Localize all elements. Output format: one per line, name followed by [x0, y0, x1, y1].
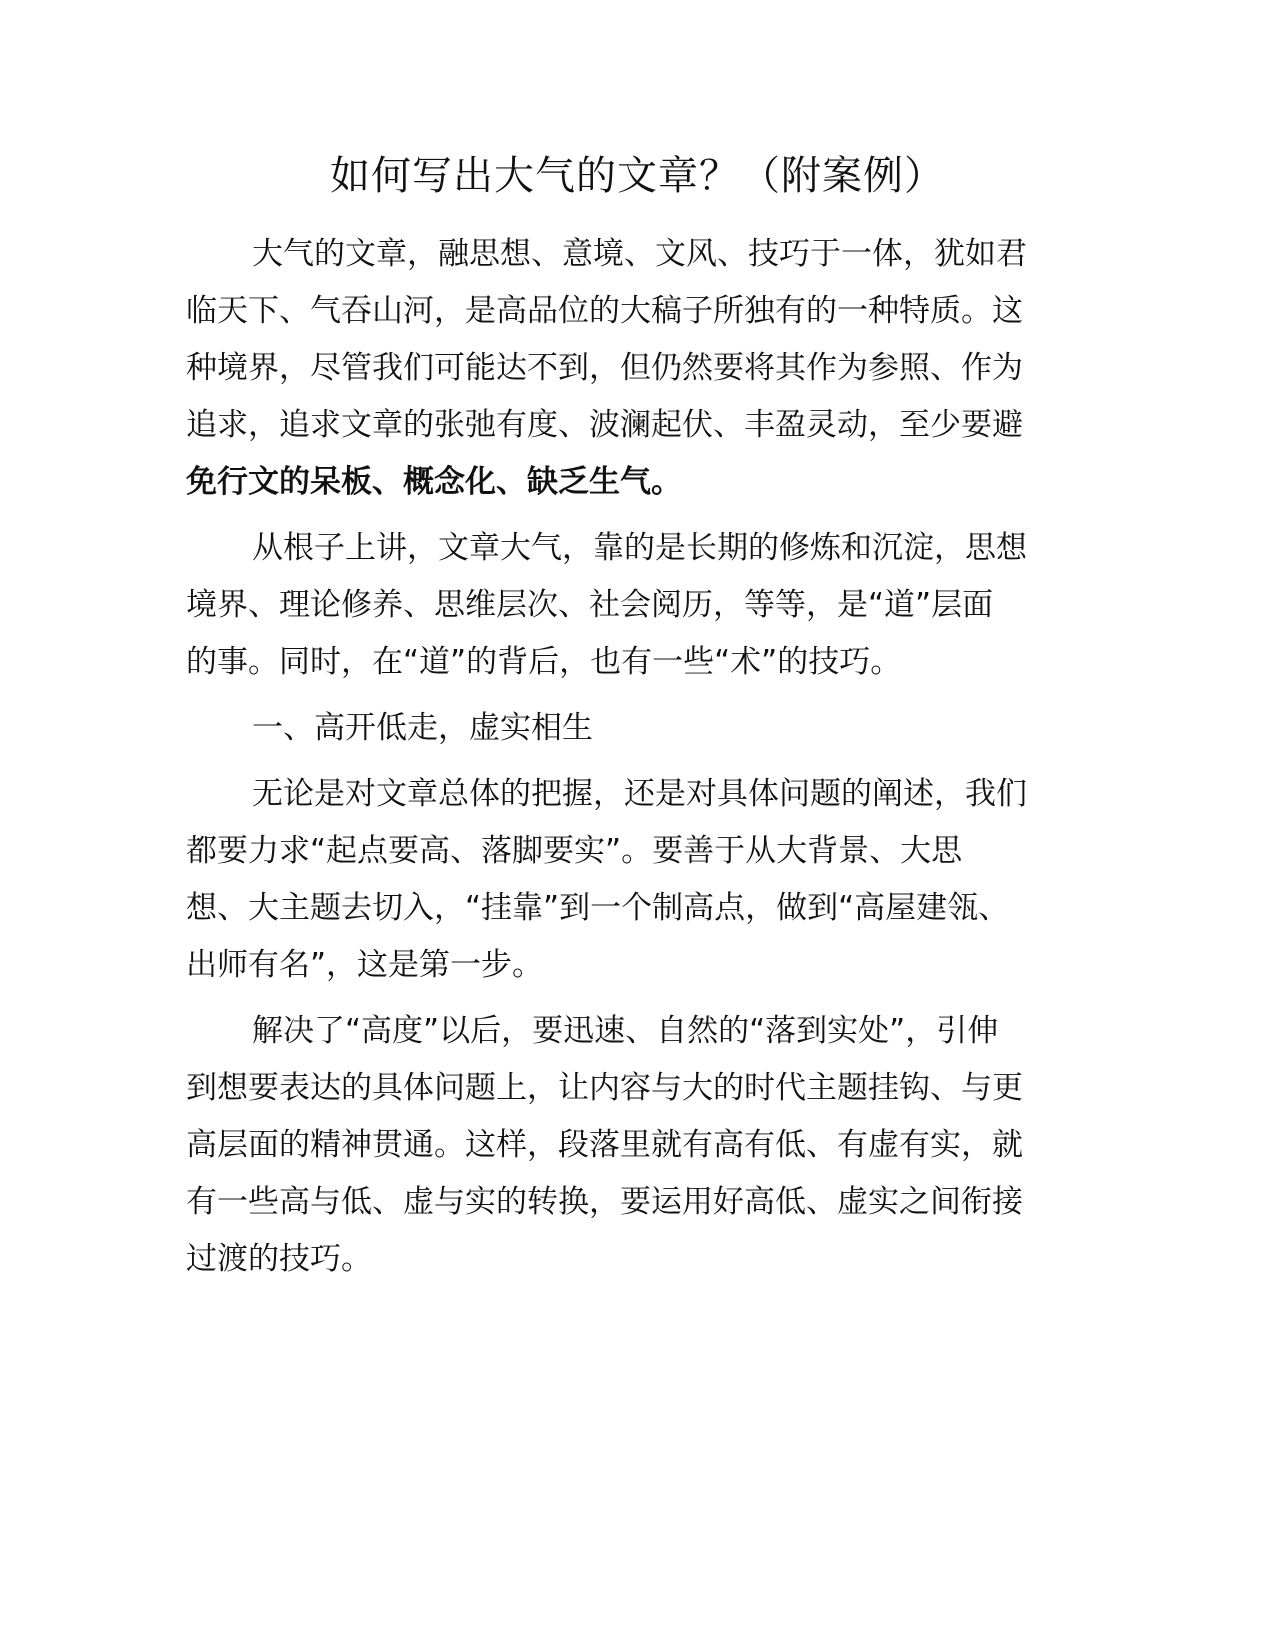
paragraph-line: 都要力求“起点要高、落脚要实”。要善于从大背景、大思: [186, 833, 963, 869]
paragraph-line: 免行文的呆板、概念化、缺乏生气。: [186, 464, 682, 500]
paragraph-line: 大气的文章，融思想、意境、文风、技巧于一体，犹如君: [252, 236, 1027, 272]
section-heading: 一、高开低走，虚实相生: [252, 710, 593, 746]
paragraph-line: 种境界，尽管我们可能达不到，但仍然要将其作为参照、作为: [186, 350, 1023, 386]
paragraph-high-start: [186, 766, 1086, 994]
paragraph-line: 临天下、气吞山河，是高品位的大稿子所独有的一种特质。这: [186, 293, 1023, 329]
paragraph-line: 到想要表达的具体问题上，让内容与大的时代主题挂钩、与更: [186, 1070, 1023, 1106]
paragraph-landing: [186, 1003, 1086, 1288]
paragraph-line: 过渡的技巧。: [186, 1241, 372, 1277]
paragraph-root: [186, 520, 1086, 691]
paragraph-line: 解决了“高度”以后，要迅速、自然的“落到实处”，引伸: [252, 1013, 999, 1049]
document-body: [186, 226, 1086, 1297]
paragraph-line: 追求，追求文章的张弛有度、波澜起伏、丰盈灵动，至少要避: [186, 407, 1023, 443]
paragraph-line: 的事。同时，在“道”的背后，也有一些“术”的技巧。: [186, 644, 902, 680]
paragraph-intro: [186, 226, 1086, 511]
paragraph-line: 境界、理论修养、思维层次、社会阅历，等等，是“道”层面: [186, 587, 994, 623]
paragraph-line: 出师有名”，这是第一步。: [186, 947, 544, 983]
paragraph-line: 高层面的精神贯通。这样，段落里就有高有低、有虚有实，就: [186, 1127, 1023, 1163]
paragraph-line: 无论是对文章总体的把握，还是对具体问题的阐述，我们: [252, 776, 1027, 812]
paragraph-line: 有一些高与低、虚与实的转换，要运用好高低、虚实之间衔接: [186, 1184, 1023, 1220]
document-title: 如何写出大气的文章？（附案例）: [330, 153, 945, 199]
paragraph-line: 想、大主题去切入，“挂靠”到一个制高点，做到“高屋建瓴、: [186, 890, 1010, 926]
paragraph-line: 从根子上讲，文章大气，靠的是长期的修炼和沉淀，思想: [252, 530, 1027, 566]
